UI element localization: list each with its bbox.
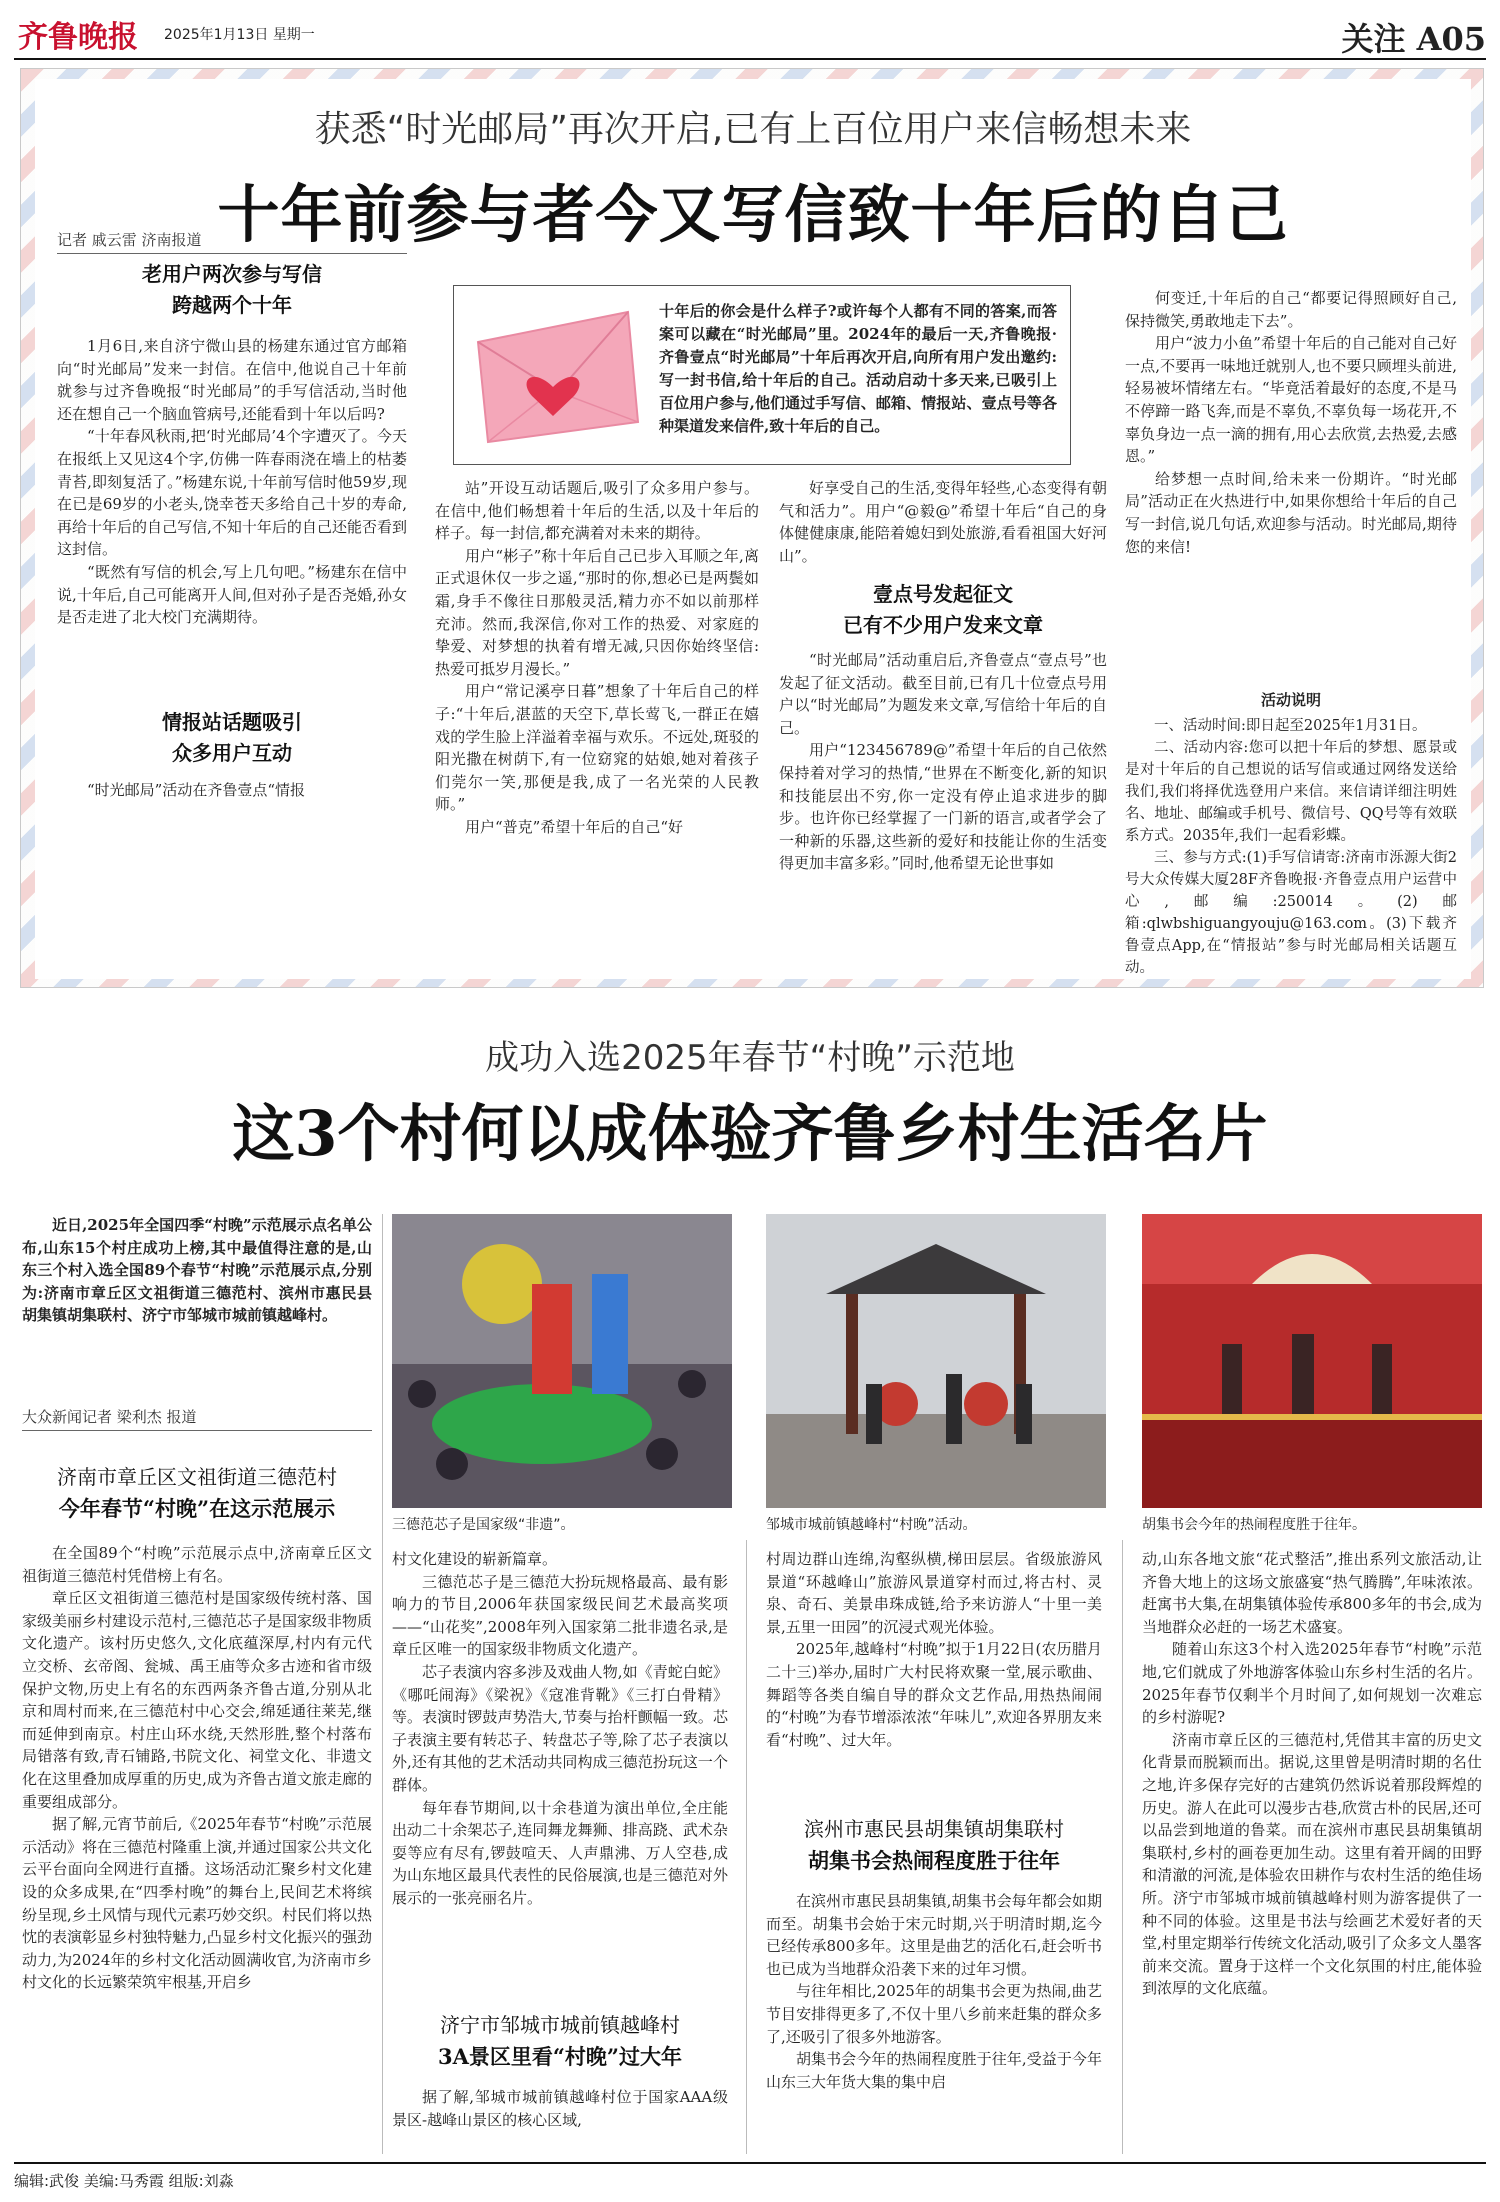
story1-kicker: 获悉“时光邮局”再次开启,已有上百位用户来信畅想未来 — [314, 109, 1192, 150]
story1-byline: 记者 戚云雷 济南报道 — [57, 229, 407, 254]
story2-col4: 动,山东各地文旅“花式整活”,推出系列文旅活动,让齐鲁大地上的这场文旅盛宴“热气腾腾”,年味浓浓。赶寓书大集,在胡集镇体验传承800多年的书会,成为当地群众必赶的一场艺术盛宴。 随着山东这3个村入选2025年春节“村晚”示范地,它们就成了外地游客体验山东乡村生活的名片。2025年春节仅剩半个月时间了,如何规划一次难忘的乡村游呢? 济南市章丘区的三德范村,凭借其丰富的历史文化背景而脱颖而出。据说,这里曾是明清时期的名仕之地,许多保存完好的古建筑仍然诉说着那段辉煌的历史。游人在此可以漫步古巷,欣赏古朴的民居,还可以品尝到地道的鲁菜。而在滨州市惠民县胡集镇胡集联村,乡村的画卷更加生动。这里有着开阔的田野和清澈的河流,是体验农田耕作与农村生活的绝佳场所。济宁市邹城市城前镇越峰村则为游客提供了一种不同的体验。这里是书法与绘画艺术爱好者的天堂,村里定期举行传统文化活动,吸引了众多文人墨客前来交流。置身于这样一个文化氛围的村庄,能体验到浓厚的文化底蕴。 — [1142, 1550, 1482, 1998]
activity-rules: 一、活动时间:即日起至2025年1月31日。 二、活动内容:您可以把十年后的梦想、愿景或是对十年后的自己想说的话写信或通过网络发送给我们,我们将择优选登用户来信。来信请详细注明姓名、地址、邮编或手机号、微信号、QQ号等有效联系方式。2035年,我们一起看彩蝶。 三、参与方式:(1)手写信请寄:济南市泺源大街2号大众传媒大厦28F齐鲁晚报·齐鲁壹点用户运营中心,邮编:250014。(2)邮箱:qlwbshiguangyouju@163.com。(3)下载齐鲁壹点App,在“情报站”参与时光邮局相关话题互动。 — [1125, 718, 1457, 976]
story2-col2b: 据了解,邹城市城前镇越峰村位于国家AAA级景区-越峰山景区的核心区域, — [392, 2088, 728, 2129]
story1-headline: 十年前参与者今又写信致十年后的自己 — [217, 178, 1289, 251]
activity-title: 活动说明 — [1260, 691, 1321, 709]
story2-col3b: 在滨州市惠民县胡集镇,胡集书会每年都会如期而至。胡集书会始于宋元时期,兴于明清时期,迄今已经传承800多年。这里是曲艺的活化石,赶会听书也已成为当地群众沿袭下来的过年习惯。 与往年相比,2025年的胡集书会更为热闹,曲艺节目安排得更多了,不仅十里八乡前来赶集的群众多了,还吸引了很多外地游客。 胡集书会今年的热闹程度胜于往年,受益于今年山东三大年货大集的集中启 — [766, 1892, 1102, 2091]
story2-subhead-1: 济南市章丘区文祖街道三德范村 今年春节“村晚”在这示范展示 — [57, 1465, 337, 1521]
story1-col2: 站”开设互动话题后,吸引了众多用户参与。在信中,他们畅想着十年后的生活,以及十年后的样子。每一封信,都充满着对未来的期待。 用户“彬子”称十年后自己已步入耳顺之年,离正式退休仅一步之遥,“那时的你,想必已是两鬓如霜,身手不像往日那般灵活,精力亦不如以前那样充沛。然而,我深信,你对工作的热爱、对家庭的挚爱、对梦想的执着有增无减,只因你始终坚信:热爱可抵岁月漫长。” 用户“常记溪亭日暮”想象了十年后自己的样子:“十年后,湛蓝的天空下,草长莺飞,一群正在嬉戏的学生脸上洋溢着幸福与欢乐。不远处,斑驳的阳光撒在树荫下,有一位窈窕的姑娘,她对着孩子们莞尔一笑,那便是我,成了一名光荣的人民教师。” 用户“普克”希望十年后的自己“好 — [435, 479, 759, 836]
masthead — [14, 8, 1486, 60]
column-rule — [746, 1540, 747, 2154]
photo-sandefan-xinzi — [392, 1214, 732, 1508]
newspaper-logo: 齐鲁晚报 — [18, 20, 138, 55]
column-rule — [1122, 1540, 1123, 2154]
section-label: 关注 A05 — [1341, 20, 1486, 58]
issue-date: 2025年1月13日 星期一 — [164, 27, 315, 43]
story2-col1: 在全国89个“村晚”示范展示点中,济南章丘区文祖街道三德范村凭借榜上有名。 章丘区文祖街道三德范村是国家级传统村落、国家级美丽乡村建设示范村,三德范芯子是国家级非物质文化遗产。该村历史悠久,文化底蕴深厚,村内有元代立交桥、玄帝阁、瓮城、禹王庙等众多古迹和省市级保护文物,历史上有名的东西两条齐鲁古道,分别从北京和周村而来,在三德范村中心交会,绵延通往莱芜,继而延伸到南京。村庄山环水绕,天然形胜,整个村落布局错落有致,青石铺路,书院文化、祠堂文化、非遗文化在这里叠加成厚重的历史,成为齐鲁古道文旅走廊的重要组成部分。 据了解,元宵节前后,《2025年春节“村晚”示范展示活动》将在三德范村隆重上演,并通过国家公共文化云平台面向全网进行直播。这场活动汇聚乡村文化建设的众多成果,在“四季村晚”的舞台上,民间艺术将缤纷呈现,乡土风情与现代元素巧妙交织。村民们将以热忱的表演彰显乡村独特魅力,凸显乡村文化振兴的强劲动力,为2024年的乡村文化活动圆满收官,为济南市乡村文化的长远繁荣筑牢根基,开启乡 — [22, 1544, 372, 1992]
story1-col1b: “时光邮局”活动在齐鲁壹点“情报 — [87, 781, 306, 799]
envelope-heart-icon — [458, 292, 648, 452]
story2-headline: 这3个村何以成体验齐鲁乡村生活名片 — [232, 1097, 1268, 1170]
story1-body — [35, 79, 1471, 979]
story1-col3a: 好享受自己的生活,变得年轻些,心态变得有朝气和活力”。用户“@毅@”希望十年后“自己的身体健健康康,能陪着媳妇到处旅游,看看祖国大好河山”。 — [779, 479, 1107, 565]
story1-subhead-3: 壹点号发起征文 已有不少用户发来文章 — [843, 582, 1043, 637]
column-rule — [382, 1214, 383, 2154]
story2-byline: 大众新闻记者 梁利杰 报道 — [22, 1406, 372, 1431]
photo-caption-3: 胡集书会今年的热闹程度胜于往年。 — [1142, 1517, 1366, 1533]
story1-lead: 十年后的你会是什么样子?或许每个人都有不同的答案,而答案可以藏在“时光邮局”里。2024年的最后一天,齐鲁晚报·齐鲁壹点“时光邮局”十年后再次开启,向所有用户发出邀约:写一封书信,给十年后的自己。活动启动十多天来,已吸引上百位用户参与,他们通过手写信、邮箱、情报站、壹点号等各种渠道发来信件,致十年后的自己。 — [659, 302, 1057, 435]
story1-subhead-1: 老用户两次参与写信 跨越两个十年 — [142, 262, 322, 317]
story2-kicker: 成功入选2025年春节“村晚”示范地 — [485, 1038, 1015, 1078]
page-footer: 编辑:武俊 美编:马秀霞 组版:刘淼 — [14, 2162, 1486, 2191]
story1-col1: 1月6日,来自济宁微山县的杨建东通过官方邮箱向“时光邮局”发来一封信。在信中,他说自己十年前就参与过齐鲁晚报“时光邮局”的手写信活动,当时他还在想自己一个脑血管病号,还能看到十年以后吗? “十年春风秋雨,把‘时光邮局’4个字遭灭了。今天在报纸上又见这4个字,仿佛一阵春雨浇在墙上的枯萎青苔,即刻复活了。”杨建东说,十年前写信时他59岁,现在已是69岁的小老头,饶幸苍天多给自己十岁的寿命,再给十年后的自己写信,不知十年后的自己还能否看到这封信。 “既然有写信的机会,写上几句吧。”杨建东在信中说,十年后,自己可能离开人间,但对孙子是否尧婚,孙女是否走进了北大校门充满期待。 — [57, 337, 407, 627]
story2-col3: 村周边群山连绵,沟壑纵横,梯田层层。省级旅游风景道“环越峰山”旅游风景道穿村而过,将古村、灵泉、奇石、美景串珠成链,给予来访游人“十里一美景,五里一田园”的沉浸式观光体验。 2025年,越峰村“村晚”拟于1月22日(农历腊月二十三)举办,届时广大村民将欢聚一堂,展示歌曲、舞蹈等各类自编自导的群众文艺作品,用热热闹闹的“村晚”为春节增添浓浓“年味儿”,欢迎各界朋友来看“村晚”、过大年。 — [766, 1550, 1102, 1749]
story1-frame — [20, 68, 1484, 988]
story1-col3b: “时光邮局”活动重启后,齐鲁壹点“壹点号”也发起了征文活动。截至目前,已有几十位壹点号用户以“时光邮局”为题发来文章,写信给十年后的自己。 用户“123456789@”希望十年后的自己依然保持着对学习的热情,“世界在不断变化,新的知识和技能层出不穷,你一定没有停止追求进步的脚步。也许你已经掌握了一门新的语言,或者学会了一种新的乐器,这些新的爱好和技能让你的生活变得更加丰富多彩。”同时,他希望无论世事如 — [779, 651, 1107, 873]
photo-huji-shuhui — [1142, 1214, 1482, 1508]
story2-subhead-2: 济宁市邹城市城前镇越峰村 3A景区里看“村晚”过大年 — [437, 2013, 683, 2069]
story2-lead: 近日,2025年全国四季“村晚”示范展示点名单公布,山东15个村庄成功上榜,其中最值得注意的是,山东三个村入选全国89个春节“村晚”示范展示点,分别为:济南市章丘区文祖街道三德范村、滨州市惠民县胡集镇胡集联村、济宁市邹城市城前镇越峰村。 — [22, 1216, 372, 1325]
photo-yuefeng-village — [766, 1214, 1106, 1508]
story2-subhead-3: 滨州市惠民县胡集镇胡集联村 胡集书会热闹程度胜于往年 — [804, 1817, 1064, 1873]
story1-lead-box — [453, 285, 1071, 465]
story2-col2: 村文化建设的崭新篇章。 三德范芯子是三德范大扮玩规格最高、最有影响力的节目,2006年获国家级民间艺术最高奖项——“山花奖”,2008年列入国家第二批非遗名录,是章丘区唯一的国家级非物质文化遗产。 芯子表演内容多涉及戏曲人物,如《青蛇白蛇》《哪吒闹海》《梁祝》《寇准背靴》《三打白骨精》等。表演时锣鼓声势浩大,节奏与抬杆颤幅一致。芯子表演主要有转芯子、转盘芯子等,除了芯子表演以外,还有其他的艺术活动共同构成三德范扮玩这一个群体。 每年春节期间,以十余巷道为演出单位,全庄能出动二十余架芯子,连同舞龙舞狮、排高跷、武术杂耍等应有尽有,锣鼓喧天、人声鼎沸、万人空巷,成为山东地区最具代表性的民俗展演,也是三德范对外展示的一张亮丽名片。 — [392, 1550, 728, 1907]
photo-caption-1: 三德范芯子是国家级“非遗”。 — [392, 1517, 575, 1533]
story1-col4: 何变迁,十年后的自己“都要记得照顾好自己,保持微笑,勇敢地走下去”。 用户“波力小鱼”希望十年后的自己能对自己好一点,不要再一味地迁就别人,也不要只顾埋头前进,轻易被坏情绪左右。“毕竟活着最好的态度,不是马不停蹄一路飞奔,而是不辜负,不辜负每一场花开,不辜负身边一点一滴的拥有,用心去欣赏,去热爱,去感恩。” 给梦想一点时间,给未来一份期许。“时光邮局”活动正在火热进行中,如果你想给十年后的自己写一封信,说几句话,欢迎参与活动。时光邮局,期待您的来信! — [1125, 289, 1457, 556]
story1-subhead-2: 情报站话题吸引 众多用户互动 — [162, 710, 302, 765]
photo-caption-2: 邹城市城前镇越峰村“村晚”活动。 — [766, 1517, 977, 1533]
